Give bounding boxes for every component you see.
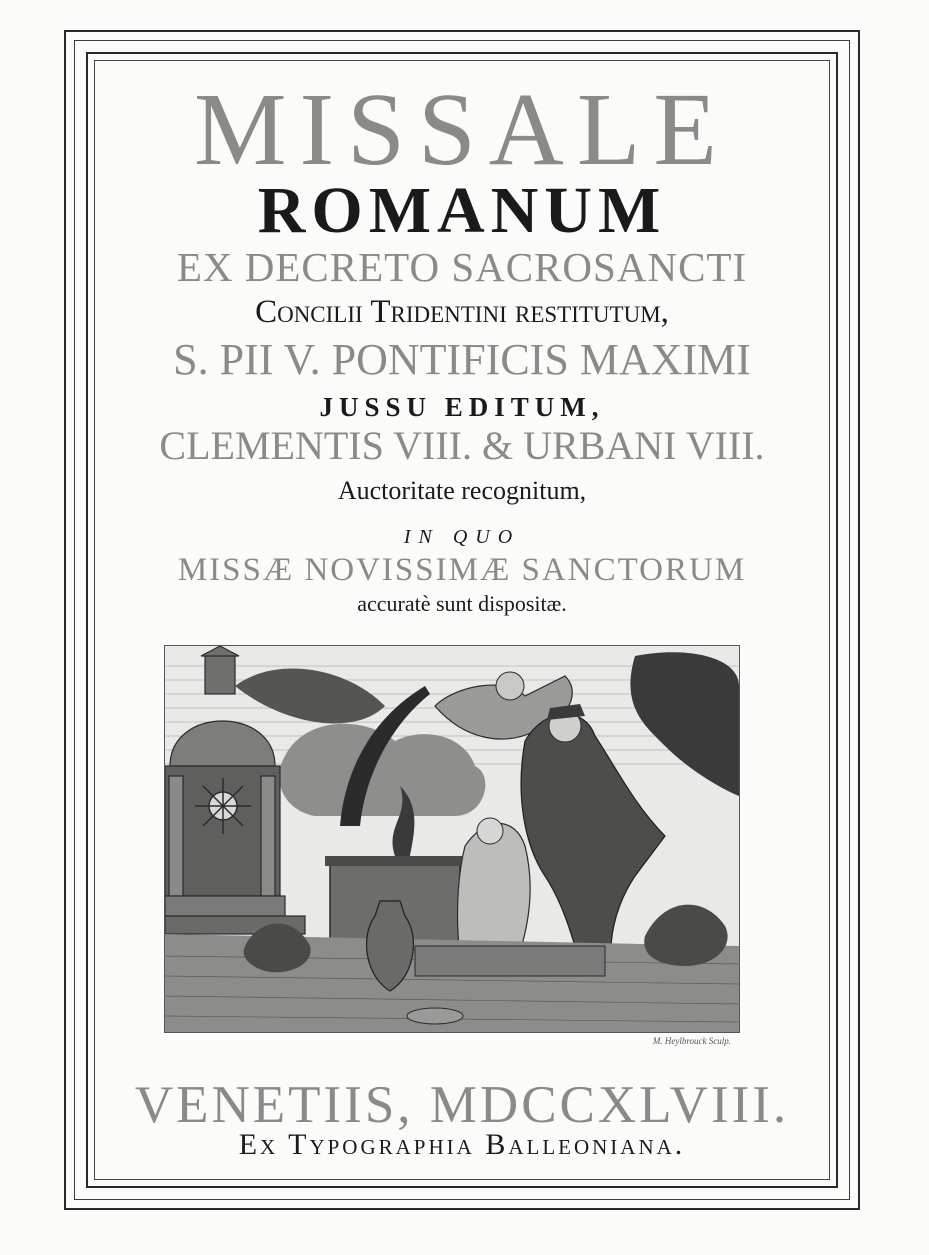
subtitle-line-1: EX DECRETO SACROSANCTI — [176, 244, 748, 290]
engraver-signature: M. Heylbrouck Sculp. — [652, 1036, 731, 1046]
title-missale: MISSALE — [194, 72, 730, 187]
subtitle-line-4: JUSSU EDITUM, — [319, 392, 605, 422]
imprint-printer: Ex Typographia Balleoniana. — [238, 1128, 686, 1161]
engraving-illustration — [165, 646, 739, 1032]
sun-emblem — [195, 778, 251, 834]
imprint-place-date: VENETIIS, MDCCXLVIII. — [134, 1076, 790, 1134]
subtitle-line-8: MISSÆ NOVISSIMÆ SANCTORUM — [177, 552, 747, 588]
subtitle-line-3: S. PII V. PONTIFICIS MAXIMI — [173, 335, 751, 384]
subtitle-line-6: Auctoritate recognitum, — [337, 476, 587, 505]
subtitle-line-9: accuratè sunt dispositæ. — [357, 591, 567, 616]
subtitle-line-7: IN QUO — [403, 526, 521, 548]
sacrifice-of-isaac-engraving — [164, 645, 740, 1046]
title-romanum: ROMANUM — [257, 174, 667, 247]
subtitle-line-2: Concilii Tridentini restitutum, — [255, 294, 669, 330]
subtitle-line-5: CLEMENTIS VIII. & URBANI VIII. — [159, 423, 765, 468]
